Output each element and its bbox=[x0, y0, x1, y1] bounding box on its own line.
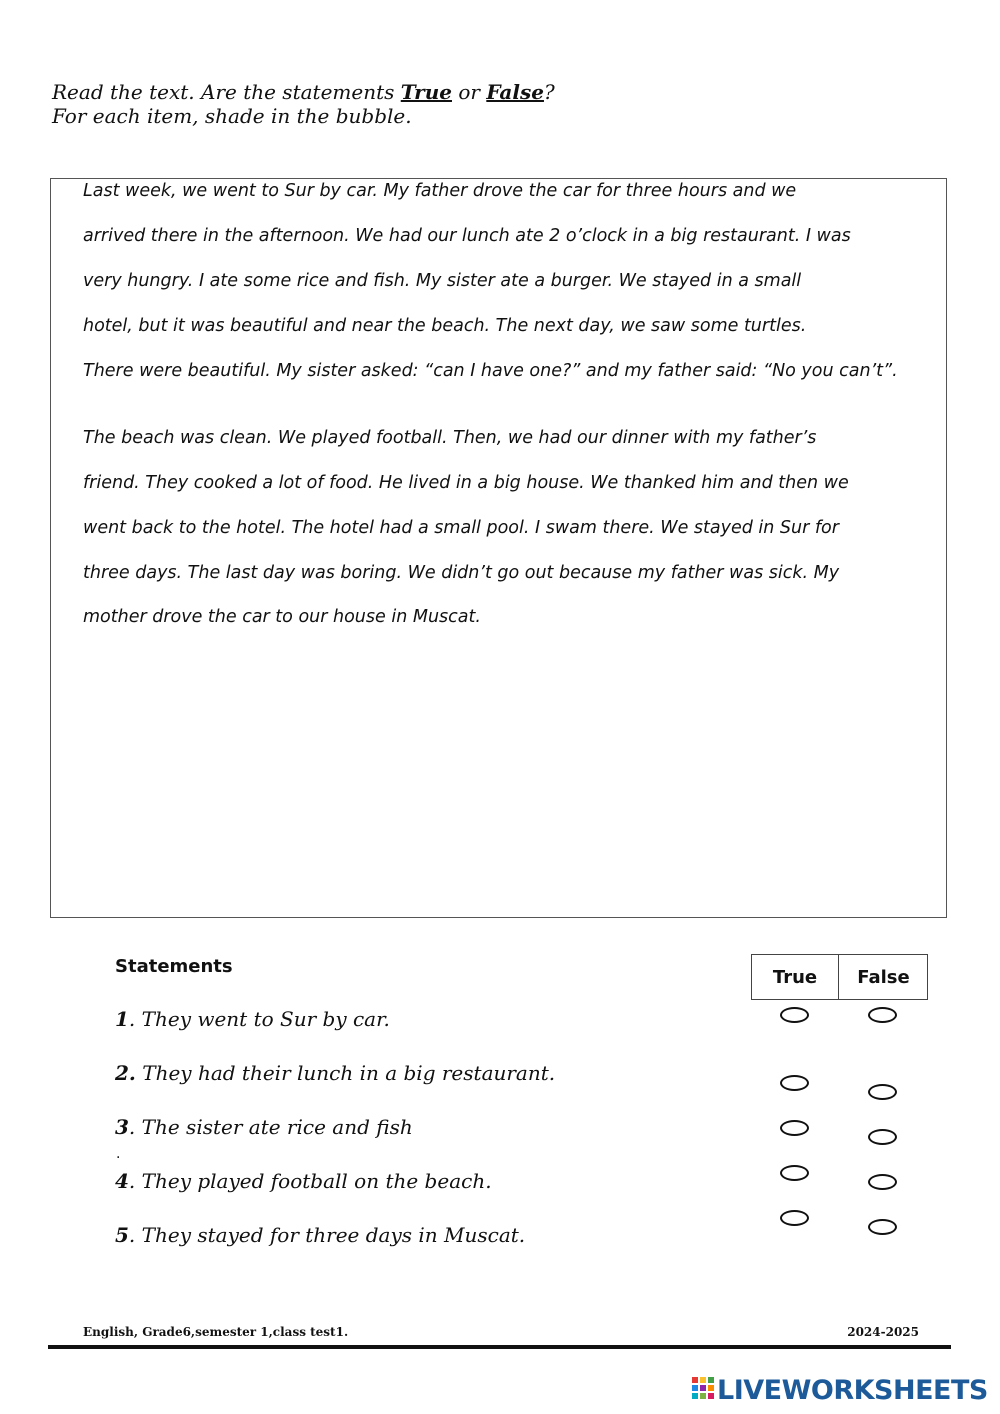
liveworksheets-logo-icon bbox=[692, 1377, 714, 1403]
bubble-false-2[interactable] bbox=[868, 1084, 897, 1100]
stray-mark: . bbox=[116, 1146, 121, 1162]
false-keyword: False bbox=[486, 80, 544, 104]
statements-heading: Statements bbox=[115, 956, 233, 977]
statement-5 bbox=[115, 1222, 675, 1248]
statement-2 bbox=[115, 1060, 675, 1086]
bubble-false-4[interactable] bbox=[868, 1174, 897, 1190]
instructions-line-1 bbox=[52, 80, 752, 104]
bubble-false-3[interactable] bbox=[868, 1129, 897, 1145]
bubble-true-5[interactable] bbox=[780, 1210, 809, 1226]
footer-divider bbox=[48, 1345, 951, 1349]
statement-number: 3 bbox=[115, 1115, 129, 1139]
passage-line: The beach was clean. We played football. Then, we had our dinner with my father’s bbox=[83, 428, 817, 448]
instructions-text: ? bbox=[543, 80, 555, 104]
passage-line: very hungry. I ate some rice and fish. My sister ate a burger. We stayed in a small bbox=[83, 271, 802, 291]
passage-line: There were beautiful. My sister asked: “can I have one?” and my father said: “No you can’t”. bbox=[83, 361, 898, 381]
statement-text: . They stayed for three days in Muscat. bbox=[128, 1223, 526, 1247]
statement-number: 1 bbox=[115, 1007, 129, 1031]
bubble-true-1[interactable] bbox=[780, 1007, 809, 1023]
true-false-header bbox=[751, 954, 928, 1000]
footer-course-info: English, Grade6,semester 1,class test1. bbox=[83, 1325, 349, 1339]
passage-line: mother drove the car to our house in Muscat. bbox=[83, 607, 481, 627]
instructions-text: or bbox=[451, 80, 487, 104]
true-column-header: True bbox=[752, 955, 839, 999]
statement-text: They had their lunch in a big restaurant. bbox=[135, 1061, 556, 1085]
true-keyword: True bbox=[400, 80, 452, 104]
bubble-false-1[interactable] bbox=[868, 1007, 897, 1023]
footer-year: 2024-2025 bbox=[847, 1325, 919, 1339]
statement-3 bbox=[115, 1114, 675, 1140]
passage-line: went back to the hotel. The hotel had a small pool. I swam there. We stayed in Sur for bbox=[83, 518, 839, 538]
instructions-text: Read the text. Are the statements bbox=[52, 80, 401, 104]
statement-number: 5 bbox=[115, 1223, 129, 1247]
instructions-line-2: For each item, shade in the bubble. bbox=[52, 104, 412, 128]
bubble-true-3[interactable] bbox=[780, 1120, 809, 1136]
instructions bbox=[52, 80, 752, 128]
statement-4 bbox=[115, 1168, 675, 1194]
passage-line: hotel, but it was beautiful and near the beach. The next day, we saw some turtles. bbox=[83, 316, 807, 336]
statement-1 bbox=[115, 1006, 675, 1032]
reading-passage-box bbox=[50, 178, 947, 918]
false-column-header: False bbox=[857, 966, 910, 988]
passage-line: three days. The last day was boring. We didn’t go out because my father was sick. My bbox=[83, 563, 840, 583]
passage-line: Last week, we went to Sur by car. My father drove the car for three hours and we bbox=[83, 181, 797, 201]
bubble-true-2[interactable] bbox=[780, 1075, 809, 1091]
statement-number: 2. bbox=[115, 1061, 136, 1085]
passage-line: friend. They cooked a lot of food. He lived in a big house. We thanked him and then we bbox=[83, 473, 849, 493]
brand-name: LIVEWORKSHEETS bbox=[717, 1374, 988, 1406]
passage-line: arrived there in the afternoon. We had our lunch ate 2 o’clock in a big restaurant. I was bbox=[83, 226, 851, 246]
statement-text: . The sister ate rice and fish bbox=[128, 1115, 413, 1139]
liveworksheets-brand[interactable] bbox=[692, 1374, 988, 1406]
statement-number: 4 bbox=[115, 1169, 129, 1193]
bubble-true-4[interactable] bbox=[780, 1165, 809, 1181]
bubble-false-5[interactable] bbox=[868, 1219, 897, 1235]
statement-text: . They went to Sur by car. bbox=[128, 1007, 390, 1031]
statement-text: . They played football on the beach. bbox=[128, 1169, 492, 1193]
